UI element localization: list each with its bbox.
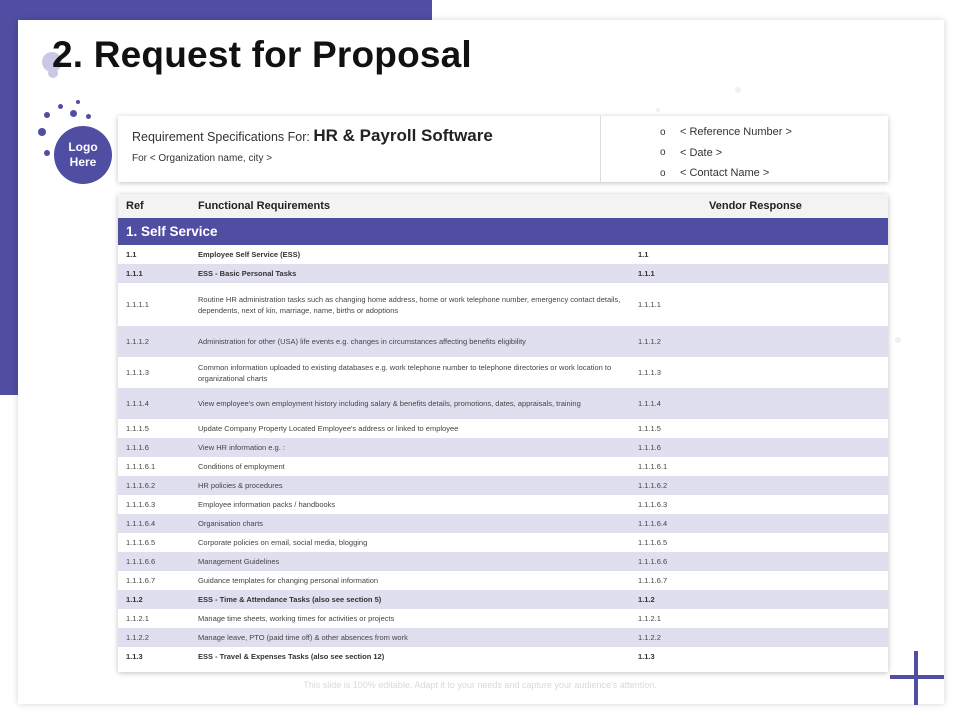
row-ref: 1.1 bbox=[126, 250, 137, 259]
row-requirement: Employee information packs / handbooks bbox=[198, 500, 336, 509]
bullet-icon: o bbox=[660, 147, 666, 159]
row-vendor-response: 1.1.3 bbox=[638, 652, 655, 661]
table-row bbox=[118, 590, 888, 609]
table-row bbox=[118, 647, 888, 666]
logo-splash bbox=[86, 114, 91, 119]
row-requirement: ESS - Travel & Expenses Tasks (also see section 12) bbox=[198, 652, 385, 661]
table-row bbox=[118, 628, 888, 647]
logo-splash bbox=[76, 100, 80, 104]
header-ref: Ref bbox=[126, 200, 144, 212]
table-row bbox=[118, 533, 888, 552]
header-functional-requirements: Functional Requirements bbox=[198, 199, 331, 212]
row-vendor-response: 1.1.1.5 bbox=[638, 424, 661, 433]
row-ref: 1.1.1.6.5 bbox=[126, 538, 156, 547]
row-ref: 1.1.1.5 bbox=[126, 424, 149, 433]
table-row bbox=[118, 609, 888, 628]
organization-line: For < Organization name, city > bbox=[132, 153, 273, 164]
row-requirement: ESS - Basic Personal Tasks bbox=[198, 269, 297, 278]
table-row bbox=[118, 438, 888, 457]
row-ref: 1.1.1.6.4 bbox=[126, 519, 156, 528]
row-vendor-response: 1.1.1.6.5 bbox=[638, 538, 668, 547]
table-row bbox=[118, 245, 888, 264]
header-vendor-response: Vendor Response bbox=[709, 200, 802, 212]
spec-left-panel bbox=[118, 116, 600, 182]
row-requirement: Corporate policies on email, social media, blogging bbox=[198, 538, 368, 547]
row-requirement: Employee Self Service (ESS) bbox=[198, 250, 301, 259]
row-vendor-response: 1.1.1.2 bbox=[638, 337, 661, 346]
row-vendor-response: 1.1.1.6.6 bbox=[638, 557, 668, 566]
row-ref: 1.1.1.6.6 bbox=[126, 557, 156, 566]
list-item bbox=[660, 143, 792, 164]
table-row bbox=[118, 571, 888, 590]
row-vendor-response: 1.1.2 bbox=[638, 595, 655, 604]
logo-line-1: Logo bbox=[68, 140, 98, 154]
row-requirement: Administration for other (USA) life events e.g. changes in circumstances affecting benefits eligibility bbox=[198, 337, 526, 346]
logo-line-2: Here bbox=[69, 155, 97, 169]
reference-number: < Reference Number > bbox=[680, 126, 792, 139]
table-row bbox=[118, 357, 888, 388]
row-vendor-response: 1.1.1.3 bbox=[638, 368, 661, 377]
row-vendor-response: 1.1 bbox=[638, 250, 649, 259]
requirement-line bbox=[132, 126, 493, 146]
page-title: 2. Request for Proposal bbox=[52, 34, 472, 75]
table-row bbox=[118, 457, 888, 476]
table-row bbox=[118, 326, 888, 357]
row-requirement: View employee's own employment history including salary & benefits details, promotions, dates, appraisals, training bbox=[198, 399, 581, 408]
list-item bbox=[660, 163, 792, 184]
row-ref: 1.1.1.6.7 bbox=[126, 576, 156, 585]
logo-badge bbox=[54, 126, 112, 184]
row-vendor-response: 1.1.1.6.7 bbox=[638, 576, 668, 585]
contact-name: < Contact Name > bbox=[680, 167, 770, 180]
row-ref: 1.1.2 bbox=[126, 595, 143, 604]
row-ref: 1.1.1 bbox=[126, 269, 143, 278]
requirements-table bbox=[118, 194, 888, 672]
row-requirement: Common information uploaded to existing databases e.g. work telephone number to telephone directories or work location to organizational charts bbox=[198, 362, 612, 383]
row-requirement: Conditions of employment bbox=[198, 462, 285, 471]
table-row bbox=[118, 419, 888, 438]
requirement-label: Requirement Specifications For: bbox=[132, 130, 310, 144]
row-requirement: Management Guidelines bbox=[198, 557, 280, 566]
section-header: 1. Self Service bbox=[118, 218, 888, 245]
requirement-value: HR & Payroll Software bbox=[313, 126, 493, 145]
row-requirement: Manage leave, PTO (paid time off) & other absences from work bbox=[198, 633, 408, 642]
row-requirement: Organisation charts bbox=[198, 519, 264, 528]
list-item bbox=[660, 122, 792, 143]
row-requirement: View HR information e.g. : bbox=[198, 443, 285, 452]
row-ref: 1.1.3 bbox=[126, 652, 143, 661]
row-ref: 1.1.1.2 bbox=[126, 337, 149, 346]
row-ref: 1.1.1.6 bbox=[126, 443, 149, 452]
logo-splash bbox=[44, 150, 50, 156]
footer-note: This slide is 100% editable. Adapt it to your needs and capture your audience's attention. bbox=[303, 680, 657, 690]
row-ref: 1.1.1.1 bbox=[126, 300, 149, 309]
table-row bbox=[118, 552, 888, 571]
proposal-details-list bbox=[660, 122, 792, 184]
row-vendor-response: 1.1.1.6.2 bbox=[638, 481, 668, 490]
row-vendor-response: 1.1.1 bbox=[638, 269, 655, 278]
spec-info-box bbox=[118, 116, 888, 182]
row-vendor-response: 1.1.1.6.4 bbox=[638, 519, 668, 528]
table-row bbox=[118, 476, 888, 495]
row-vendor-response: 1.1.1.6.1 bbox=[638, 462, 668, 471]
table-row bbox=[118, 514, 888, 533]
logo-splash bbox=[70, 110, 77, 117]
table-row bbox=[118, 264, 888, 283]
row-vendor-response: 1.1.1.1 bbox=[638, 300, 661, 309]
date: < Date > bbox=[680, 146, 723, 159]
bullet-icon: o bbox=[660, 167, 666, 179]
row-requirement: Update Company Property Located Employee's address or linked to employee bbox=[198, 424, 459, 433]
table-row bbox=[118, 495, 888, 514]
table-row bbox=[118, 388, 888, 419]
row-requirement: Manage time sheets, working times for activities or projects bbox=[198, 614, 395, 623]
bullet-icon: o bbox=[660, 126, 666, 138]
row-vendor-response: 1.1.2.2 bbox=[638, 633, 661, 642]
row-ref: 1.1.2.1 bbox=[126, 614, 149, 623]
row-ref: 1.1.1.6.1 bbox=[126, 462, 156, 471]
row-vendor-response: 1.1.1.6 bbox=[638, 443, 661, 452]
logo-splash bbox=[38, 128, 46, 136]
table-row bbox=[118, 283, 888, 326]
info-divider bbox=[600, 116, 601, 182]
plus-decoration-horizontal bbox=[890, 675, 944, 679]
row-ref: 1.1.1.6.3 bbox=[126, 500, 156, 509]
row-ref: 1.1.2.2 bbox=[126, 633, 149, 642]
row-requirement: HR policies & procedures bbox=[198, 481, 283, 490]
table-header bbox=[118, 194, 888, 218]
row-vendor-response: 1.1.2.1 bbox=[638, 614, 661, 623]
row-requirement: Routine HR administration tasks such as changing home address, home or work telephone number, emergency contact details, dependents, next of kin, marriage, name, births or adoptions bbox=[198, 294, 621, 315]
row-ref: 1.1.1.4 bbox=[126, 399, 149, 408]
row-ref: 1.1.1.3 bbox=[126, 368, 149, 377]
row-requirement: ESS - Time & Attendance Tasks (also see section 5) bbox=[198, 595, 382, 604]
row-vendor-response: 1.1.1.6.3 bbox=[638, 500, 668, 509]
row-ref: 1.1.1.6.2 bbox=[126, 481, 156, 490]
row-vendor-response: 1.1.1.4 bbox=[638, 399, 661, 408]
logo-splash bbox=[44, 112, 50, 118]
logo-splash bbox=[58, 104, 63, 109]
row-requirement: Guidance templates for changing personal information bbox=[198, 576, 379, 585]
